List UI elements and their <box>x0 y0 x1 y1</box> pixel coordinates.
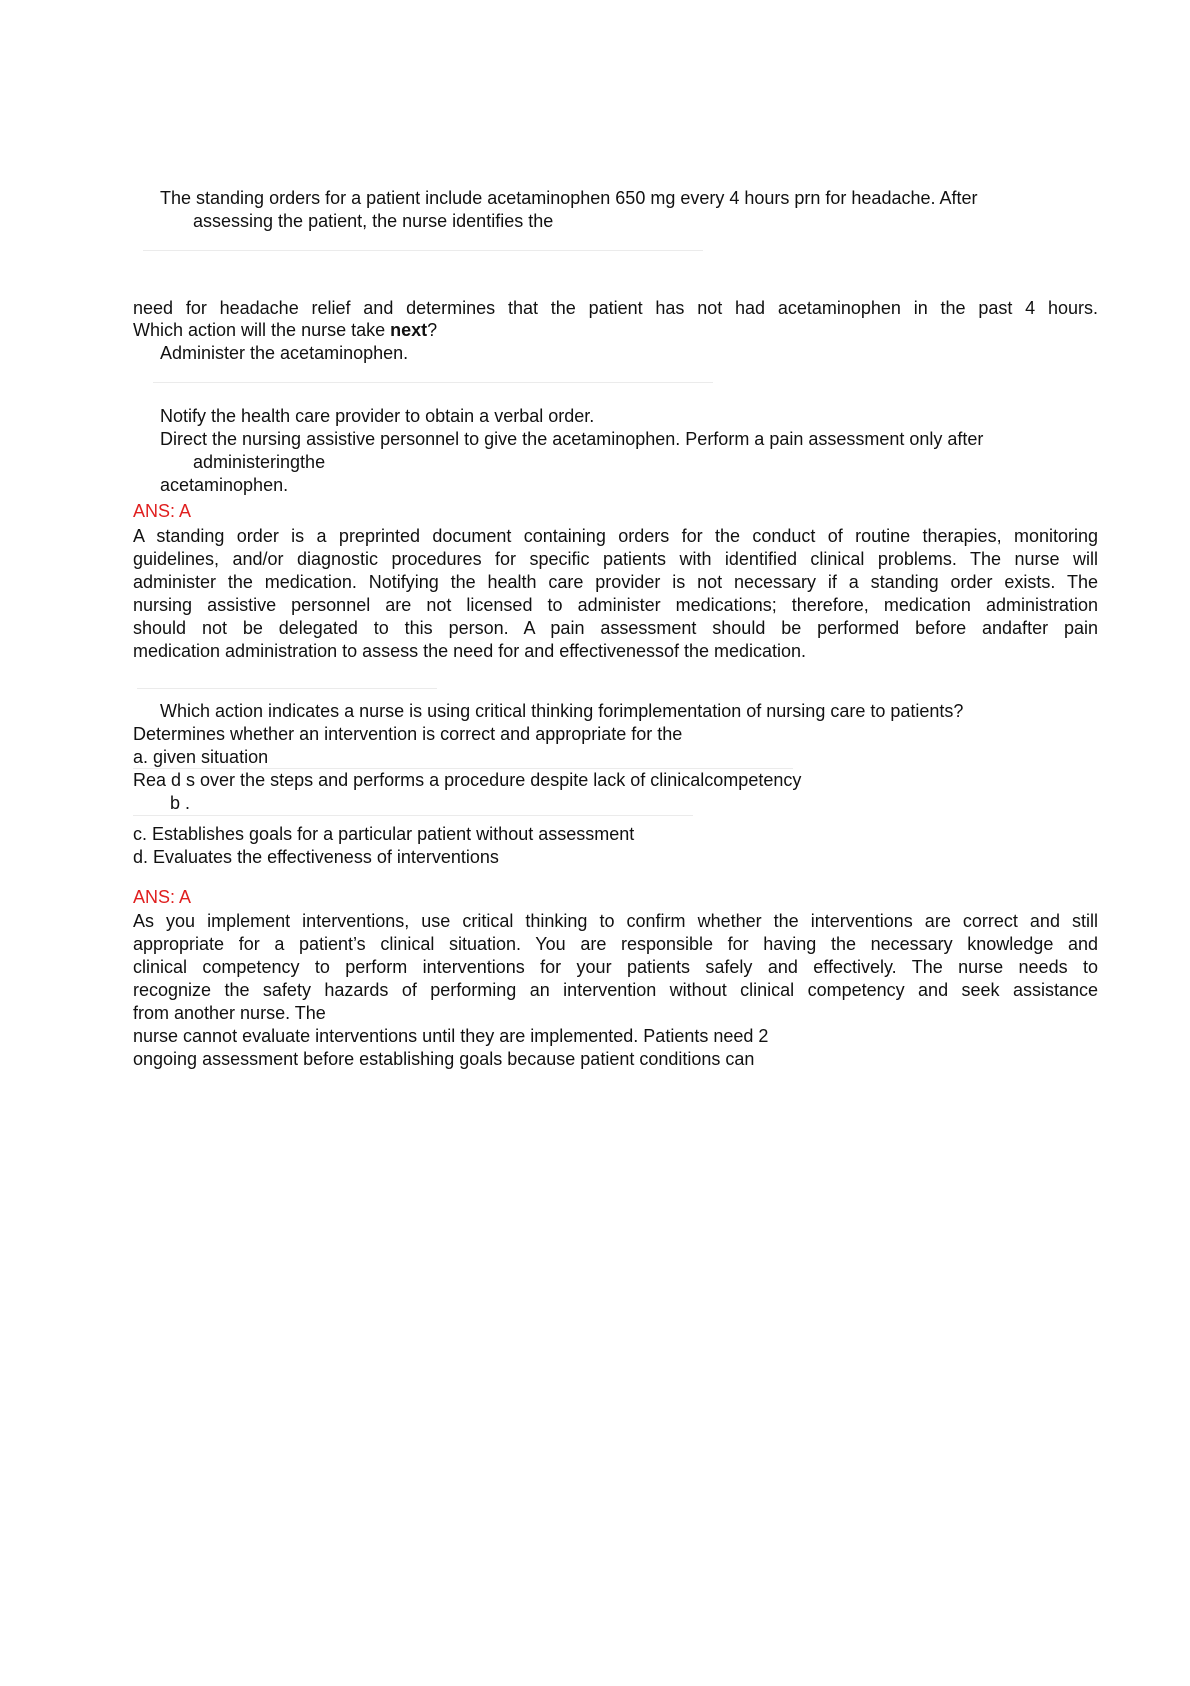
q2-rationale-line3: clinical competency to perform interventions for your patients safely and effectively. The nurse needs to <box>133 957 1098 977</box>
q1-option-b: Notify the health care provider to obtain a verbal order. <box>160 406 595 426</box>
divider <box>137 688 437 689</box>
q2-option-a-line2: a. given situation <box>133 747 269 767</box>
q2-rationale-line1: As you implement interventions, use critical thinking to confirm whether the interventions are correct and still <box>133 911 1098 931</box>
q1-rationale-line3: administer the medication. Notifying the health care provider is not necessary if a standing order exists. The <box>133 572 1098 592</box>
q1-option-c-line3: acetaminophen. <box>160 475 289 495</box>
q1-stem-line3: need for headache relief and determines that the patient has not had acetaminophen in the past 4 hours. <box>133 298 1098 318</box>
q1-stem-question-mark: ? <box>427 320 438 340</box>
q1-stem-line1: The standing orders for a patient include acetaminophen 650 mg every 4 hours prn for headache. After <box>160 188 978 208</box>
q2-option-b-line1: Rea d s over the steps and performs a procedure despite lack of clinicalcompetency <box>133 770 802 790</box>
q1-answer: ANS: A <box>133 501 192 521</box>
q1-rationale-line6: medication administration to assess the need for and effectivenessof the medication. <box>133 641 807 661</box>
q2-rationale-line6: nurse cannot evaluate interventions until they are implemented. Patients need 2 <box>133 1026 769 1046</box>
q2-answer: ANS: A <box>133 887 192 907</box>
q2-rationale-line5: from another nurse. The <box>133 1003 326 1023</box>
q1-stem-line4 <box>133 319 437 341</box>
q1-stem-line2: assessing the patient, the nurse identifies the <box>193 211 554 231</box>
q2-option-b-line2: b . <box>170 793 191 813</box>
divider <box>153 382 713 383</box>
divider <box>133 815 693 816</box>
q1-stem-text: Which action will the nurse take <box>133 320 391 340</box>
q2-rationale-line2: appropriate for a patient’s clinical situation. You are responsible for having the necessary knowledge and <box>133 934 1098 954</box>
q2-option-d: d. Evaluates the effectiveness of interventions <box>133 847 499 867</box>
q1-option-c-line1: Direct the nursing assistive personnel to give the acetaminophen. Perform a pain assessment only after <box>160 429 984 449</box>
q2-stem: Which action indicates a nurse is using critical thinking forimplementation of nursing care to patients? <box>160 701 964 721</box>
q2-rationale-line4: recognize the safety hazards of performing an intervention without clinical competency and seek assistance <box>133 980 1098 1000</box>
divider <box>143 250 703 251</box>
q1-option-c-line2: administeringthe <box>193 452 326 472</box>
q2-rationale-line7: ongoing assessment before establishing goals because patient conditions can <box>133 1049 755 1069</box>
q1-rationale-line2: guidelines, and/or diagnostic procedures for specific patients with identified clinical problems. The nurse will <box>133 549 1098 569</box>
q1-rationale-line1: A standing order is a preprinted document containing orders for the conduct of routine therapies, monitoring <box>133 526 1098 546</box>
q1-rationale-line5: should not be delegated to this person. A pain assessment should be performed before andafter pain <box>133 618 1098 638</box>
q1-option-a: Administer the acetaminophen. <box>160 343 409 363</box>
q2-option-a-line1: Determines whether an intervention is correct and appropriate for the <box>133 724 683 744</box>
q1-stem-emphasis: next <box>390 320 428 340</box>
q2-option-c: c. Establishes goals for a particular patient without assessment <box>133 824 635 844</box>
q1-rationale-line4: nursing assistive personnel are not licensed to administer medications; therefore, medication administration <box>133 595 1098 615</box>
